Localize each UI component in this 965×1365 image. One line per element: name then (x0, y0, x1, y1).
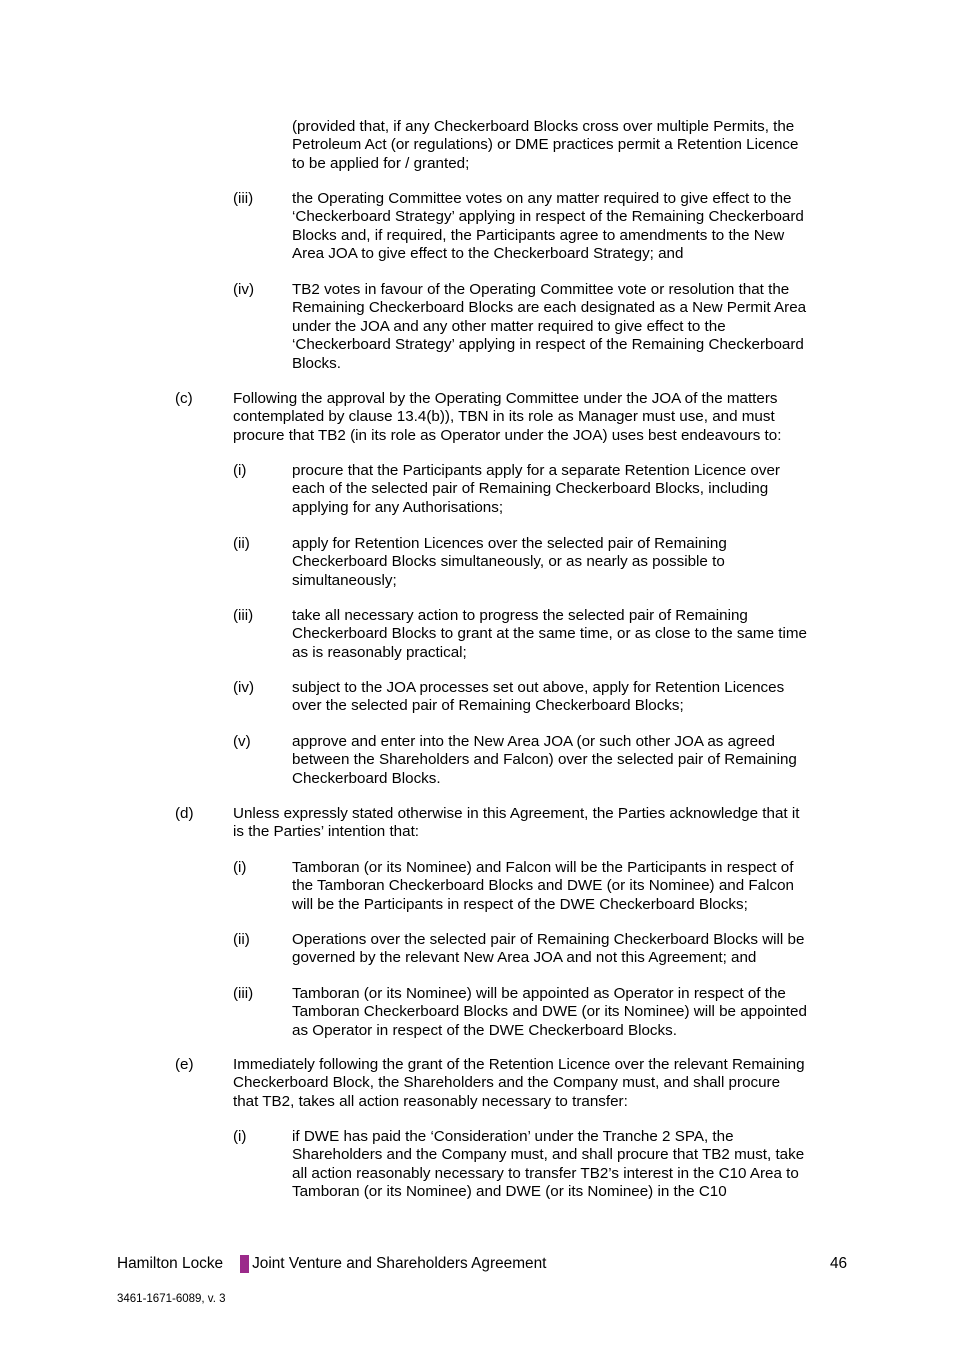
text-line: TB2 votes in favour of the Operating Committee vote or resolution that the (292, 281, 790, 298)
text-line: applying for any Authorisations; (292, 498, 504, 516)
clause-d-label: (d) (175, 805, 194, 822)
text-line: apply for Retention Licences over the selected pair of Remaining (292, 535, 727, 552)
clause-c-iv-label: (iv) (233, 679, 255, 696)
text-line: Tamboran (or its Nominee) and DWE (or its Nominee) in the C10 (292, 1183, 727, 1201)
clause-b-iii-text (292, 190, 804, 264)
clause-c-iii-text (292, 607, 807, 662)
text-line: Checkerboard Blocks to grant at the same time, or as close to the same time (292, 625, 807, 643)
text-line: Checkerboard Blocks. (292, 769, 441, 787)
text-line: as Operator in respect of the DWE Checkerboard Blocks. (292, 1021, 677, 1039)
clause-d-ii-label: (ii) (233, 931, 250, 948)
text-line: will be the Participants in respect of the DWE Checkerboard Blocks; (292, 895, 748, 913)
clause-c-text (233, 390, 781, 445)
text-line: Area JOA to give effect to the Checkerboard Strategy; and (292, 245, 684, 263)
text-line: governed by the relevant New Area JOA and not this Agreement; and (292, 949, 757, 967)
text-line: if DWE has paid the ‘Consideration’ under the Tranche 2 SPA, the (292, 1128, 734, 1145)
text-line: over the selected pair of Remaining Checkerboard Blocks; (292, 697, 684, 715)
text-line: procure that the Participants apply for a separate Retention Licence over (292, 462, 780, 479)
footer-document-title: Joint Venture and Shareholders Agreement (252, 1255, 547, 1272)
clause-e-i-label: (i) (233, 1128, 247, 1145)
text-line: the Operating Committee votes on any matter required to give effect to the (292, 190, 792, 207)
text-line: Unless expressly stated otherwise in this Agreement, the Parties acknowledge that it (233, 805, 800, 822)
text-line: Tamboran (or its Nominee) and Falcon will be the Participants in respect of (292, 859, 794, 876)
text-line: approve and enter into the New Area JOA (or such other JOA as agreed (292, 733, 775, 750)
clause-e-text (233, 1056, 805, 1111)
clause-b-ii-continuation (292, 118, 798, 173)
text-line: to be applied for / granted; (292, 154, 470, 172)
text-line: contemplated by clause 13.4(b)), TBN in its role as Manager must use, and must (233, 408, 775, 426)
clause-e-i-text (292, 1128, 804, 1202)
clause-d-iii-text (292, 985, 807, 1040)
text-line: ‘Checkerboard Strategy’ applying in respect of the Remaining Checkerboard (292, 208, 804, 226)
text-line: that TB2, takes all action reasonably necessary to transfer: (233, 1092, 628, 1110)
text-line: Blocks. (292, 354, 341, 372)
page-number: 46 (830, 1255, 848, 1272)
page-footer (117, 1255, 546, 1273)
text-line: (provided that, if any Checkerboard Blocks cross over multiple Permits, the (292, 118, 795, 135)
clause-d-iii-label: (iii) (233, 985, 254, 1002)
text-line: all action reasonably necessary to transfer TB2’s interest in the C10 Area to (292, 1164, 799, 1182)
text-line: as is reasonably practical; (292, 643, 467, 661)
clause-c-label: (c) (175, 390, 193, 407)
clause-d-i-text (292, 859, 794, 914)
clause-d-ii-text (292, 931, 804, 968)
text-line: Remaining Checkerboard Blocks are each designated as a New Permit Area (292, 299, 807, 317)
text-line: under the JOA and any other matter required to give effect to the (292, 317, 726, 335)
clause-c-i-label: (i) (233, 462, 247, 479)
text-line: Checkerboard Block, the Shareholders and the Company must, and shall procure (233, 1074, 781, 1092)
text-line: Tamboran Checkerboard Blocks and DWE (or its Nominee) will be appointed (292, 1003, 807, 1021)
clause-c-v-label: (v) (233, 733, 251, 750)
document-reference: 3461-1671-6089, v. 3 (117, 1293, 226, 1305)
clause-c-ii-text (292, 535, 727, 590)
text-line: the Tamboran Checkerboard Blocks and DWE (or its Nominee) and Falcon (292, 877, 794, 895)
text-line: Immediately following the grant of the Retention Licence over the relevant Remaining (233, 1056, 805, 1073)
clause-c-i-text (292, 462, 780, 517)
text-line: Petroleum Act (or regulations) or DME practices permit a Retention Licence (292, 136, 799, 154)
text-line: each of the selected pair of Remaining Checkerboard Blocks, including (292, 480, 769, 498)
text-line: Shareholders and the Company must, and shall procure that TB2 must, take (292, 1146, 805, 1164)
text-line: is the Parties’ intention that: (233, 823, 420, 841)
clause-d-i-label: (i) (233, 859, 247, 876)
text-line: subject to the JOA processes set out above, apply for Retention Licences (292, 679, 785, 696)
clause-c-iii-label: (iii) (233, 607, 254, 624)
clause-c-v-text (292, 733, 797, 788)
text-line: Blocks and, if required, the Participants agree to amendments to the New (292, 226, 785, 244)
footer-accent-bar (240, 1255, 249, 1273)
text-line: procure that TB2 (in its role as Operator under the JOA) uses best endeavours to: (233, 426, 782, 444)
clause-b-iv-label: (iv) (233, 281, 255, 298)
clause-b-iv-text (292, 281, 806, 373)
clause-e-label: (e) (175, 1056, 194, 1073)
text-line: Checkerboard Blocks simultaneously, or as nearly as possible to (292, 553, 725, 571)
text-line: Operations over the selected pair of Remaining Checkerboard Blocks will be (292, 931, 805, 948)
text-line: between the Shareholders and Falcon) over the selected pair of Remaining (292, 751, 797, 769)
clause-d-text (233, 805, 799, 842)
text-line: Following the approval by the Operating Committee under the JOA of the matters (233, 390, 778, 407)
text-line: simultaneously; (292, 571, 397, 589)
text-line: ‘Checkerboard Strategy’ applying in respect of the Remaining Checkerboard (292, 336, 804, 354)
clause-c-iv-text (292, 679, 784, 716)
footer-firm-name: Hamilton Locke (117, 1255, 224, 1272)
text-line: Tamboran (or its Nominee) will be appointed as Operator in respect of the (292, 985, 786, 1002)
clause-c-ii-label: (ii) (233, 535, 250, 552)
clause-b-iii-label: (iii) (233, 190, 254, 207)
text-line: take all necessary action to progress the selected pair of Remaining (292, 607, 748, 624)
